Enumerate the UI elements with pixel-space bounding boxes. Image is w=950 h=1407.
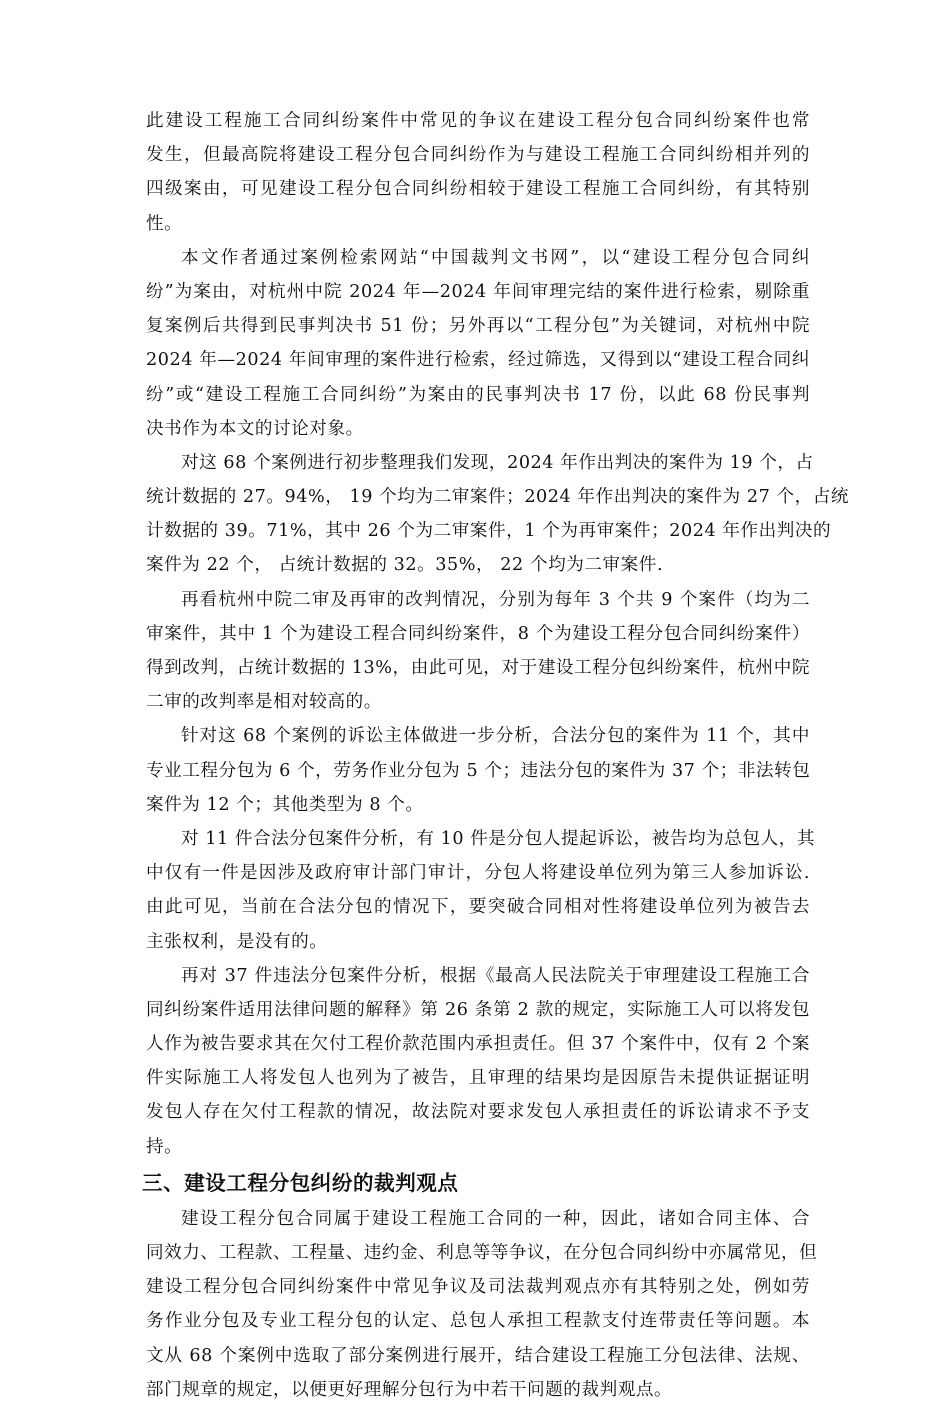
- paragraph-line: 2024 年—2024 年间审理的案件进行检索，经过筛选，又得到以“建设工程合同纠: [146, 350, 810, 371]
- paragraph-line: 审案件，其中 1 个为建设工程合同纠纷案件，8 个为建设工程分包合同纠纷案件）: [146, 623, 810, 644]
- paragraph-line: 人作为被告要求其在欠付工程价款范围内承担责任。但 37 个案件中，仅有 2 个案: [146, 1034, 810, 1055]
- paragraph: [146, 241, 810, 446]
- paragraph-line: 复案例后共得到民事判决书 51 份；另外再以“工程分包”为关键词，对杭州中院: [146, 316, 810, 337]
- paragraph-line: 务作业分包及专业工程分包的认定、总包人承担工程款支付连带责任等问题。本: [146, 1311, 810, 1332]
- document-page: [142, 104, 850, 1407]
- paragraph-line: 统计数据的 27。94%， 19 个均为二审案件；2024 年作出判决的案件为 27 个，占统: [146, 487, 850, 508]
- paragraph-line: 部门规章的规定，以便更好理解分包行为中若干问题的裁判观点。: [146, 1379, 673, 1400]
- body-text-before-heading: [146, 104, 850, 1164]
- paragraph-line: 计数据的 39。71%，其中 26 个为二审案件，1 个为再审案件；2024 年作出判决的: [146, 521, 832, 542]
- paragraph-line: 持。: [146, 1136, 183, 1157]
- paragraph-line: 文从 68 个案例中选取了部分案例进行展开，结合建设工程施工分包法律、法规、: [146, 1345, 810, 1366]
- paragraph-line: 主张权利，是没有的。: [146, 931, 328, 952]
- paragraph-line: 纷”为案由，对杭州中院 2024 年—2024 年间审理完结的案件进行检索，剔除重: [146, 281, 810, 302]
- paragraph: [146, 104, 810, 241]
- paragraph-line: 再对 37 件违法分包案件分析，根据《最高人民法院关于审理建设工程施工合: [181, 965, 810, 986]
- paragraph: [146, 959, 810, 1164]
- paragraph-line: 本文作者通过案例检索网站“中国裁判文书网”，以“建设工程分包合同纠: [181, 247, 810, 268]
- paragraph-line: 建设工程分包合同纠纷案件中常见争议及司法裁判观点亦有其特别之处，例如劳: [146, 1277, 810, 1298]
- paragraph-line: 建设工程分包合同属于建设工程施工合同的一种，因此，诸如合同主体、合: [181, 1208, 810, 1229]
- paragraph-line: 性。: [146, 213, 183, 234]
- paragraph: [146, 822, 816, 959]
- paragraph-line: 案件为 22 个， 占统计数据的 32。35%， 22 个均为二审案件.: [146, 555, 664, 576]
- paragraph-line: 同纠纷案件适用法律问题的解释》第 26 条第 2 款的规定，实际施工人可以将发包: [146, 999, 810, 1020]
- paragraph-line: 件实际施工人将发包人也列为了被告，且审理的结果均是因原告未提供证据证明: [146, 1068, 810, 1089]
- paragraph-line: 专业工程分包为 6 个，劳务作业分包为 5 个；违法分包的案件为 37 个；非法转包: [146, 760, 811, 781]
- paragraph-line: 纷”或“建设工程施工合同纠纷”为案由的民事判决书 17 份，以此 68 份民事判: [146, 384, 810, 405]
- section-heading: 三、建设工程分包纠纷的裁判观点: [142, 1170, 459, 1195]
- paragraph-line: 此建设工程施工合同纠纷案件中常见的争议在建设工程分包合同纠纷案件也常: [146, 111, 810, 131]
- paragraph-line: 中仅有一件是因涉及政府审计部门审计，分包人将建设单位列为第三人参加诉讼.: [146, 863, 810, 884]
- paragraph: [146, 719, 810, 822]
- paragraph-line: 对这 68 个案例进行初步整理我们发现，2024 年作出判决的案件为 19 个，占: [181, 452, 814, 473]
- paragraph-line: 案件为 12 个；其他类型为 8 个。: [146, 794, 424, 815]
- paragraph-line: 发生，但最高院将建设工程分包合同纠纷作为与建设工程施工合同纠纷相并列的: [146, 145, 810, 166]
- paragraph-line: 决书作为本文的讨论对象。: [146, 418, 364, 439]
- paragraph-line: 四级案由，可见建设工程分包合同纠纷相较于建设工程施工合同纠纷，有其特别: [146, 179, 810, 200]
- paragraph-line: 由此可见，当前在合法分包的情况下，要突破合同相对性将建设单位列为被告去: [146, 897, 810, 918]
- paragraph: [146, 1202, 818, 1407]
- paragraph: [146, 583, 810, 720]
- paragraph-line: 二审的改判率是相对较高的。: [146, 692, 382, 713]
- paragraph-line: 对 11 件合法分包案件分析，有 10 件是分包人提起诉讼，被告均为总包人，其: [181, 828, 816, 849]
- paragraph-line: 同效力、工程款、工程量、违约金、利息等等争议，在分包合同纠纷中亦属常见，但: [146, 1243, 818, 1263]
- body-text-after-heading: [146, 1202, 818, 1407]
- paragraph-line: 再看杭州中院二审及再审的改判情况，分别为每年 3 个共 9 个案件（均为二: [181, 589, 810, 610]
- paragraph-line: 针对这 68 个案例的诉讼主体做进一步分析，合法分包的案件为 11 个，其中: [181, 726, 810, 747]
- paragraph-line: 发包人存在欠付工程款的情况，故法院对要求发包人承担责任的诉讼请求不予支: [146, 1102, 810, 1123]
- paragraph: [146, 446, 850, 583]
- paragraph-line: 得到改判，占统计数据的 13%，由此可见，对于建设工程分包纠纷案件，杭州中院: [146, 658, 810, 678]
